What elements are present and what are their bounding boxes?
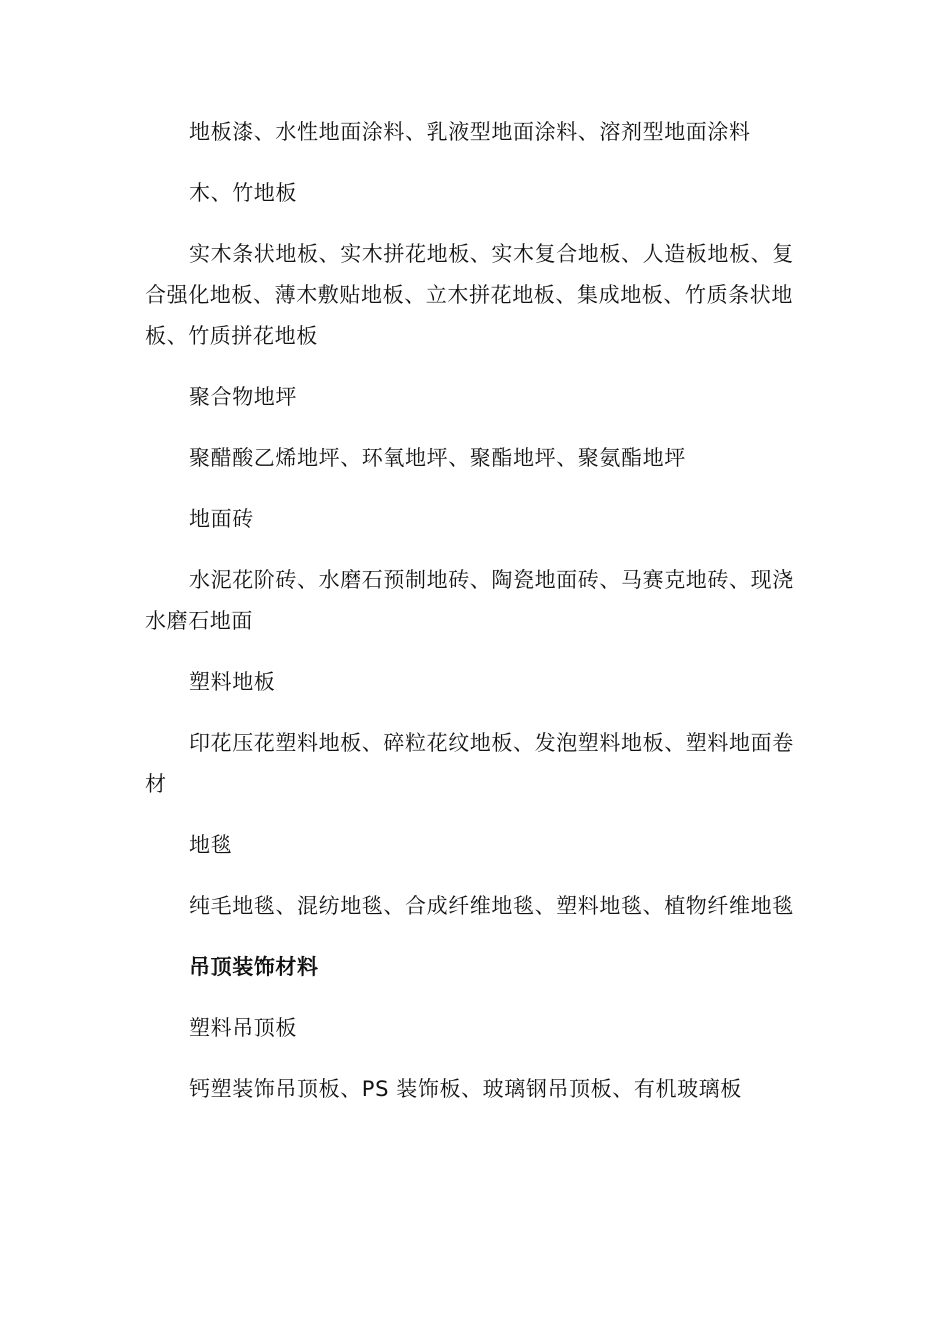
document-body xyxy=(145,112,805,1130)
paragraph-wood-floor-types: 实木条状地板、实木拼花地板、实木复合地板、人造板地板、复合强化地板、薄木敷贴地板、立木拼花地板、集成地板、竹质条状地板、竹质拼花地板 xyxy=(145,242,794,348)
paragraph-floor-tile-types: 水泥花阶砖、水磨石预制地砖、陶瓷地面砖、马赛克地砖、现浇水磨石地面 xyxy=(145,568,794,633)
heading-plastic-floor: 塑料地板 xyxy=(189,670,276,694)
heading-carpet: 地毯 xyxy=(189,833,233,857)
heading-floor-tile: 地面砖 xyxy=(189,507,254,531)
heading-wood-bamboo-floor: 木、竹地板 xyxy=(189,181,297,205)
paragraph-ceiling-board-types: 钙塑装饰吊顶板、PS 装饰板、玻璃钢吊顶板、有机玻璃板 xyxy=(189,1077,742,1101)
paragraph-carpet-types: 纯毛地毯、混纺地毯、合成纤维地毯、塑料地毯、植物纤维地毯 xyxy=(189,894,794,918)
paragraph-plastic-floor-types: 印花压花塑料地板、碎粒花纹地板、发泡塑料地板、塑料地面卷材 xyxy=(145,731,794,796)
heading-polymer-floor: 聚合物地坪 xyxy=(189,385,297,409)
paragraph-floor-paint: 地板漆、水性地面涂料、乳液型地面涂料、溶剂型地面涂料 xyxy=(189,120,751,144)
heading-plastic-ceiling-board: 塑料吊顶板 xyxy=(189,1016,297,1040)
paragraph-polymer-floor-types: 聚醋酸乙烯地坪、环氧地坪、聚酯地坪、聚氨酯地坪 xyxy=(189,446,686,470)
section-heading-ceiling-materials: 吊顶装饰材料 xyxy=(189,955,319,979)
